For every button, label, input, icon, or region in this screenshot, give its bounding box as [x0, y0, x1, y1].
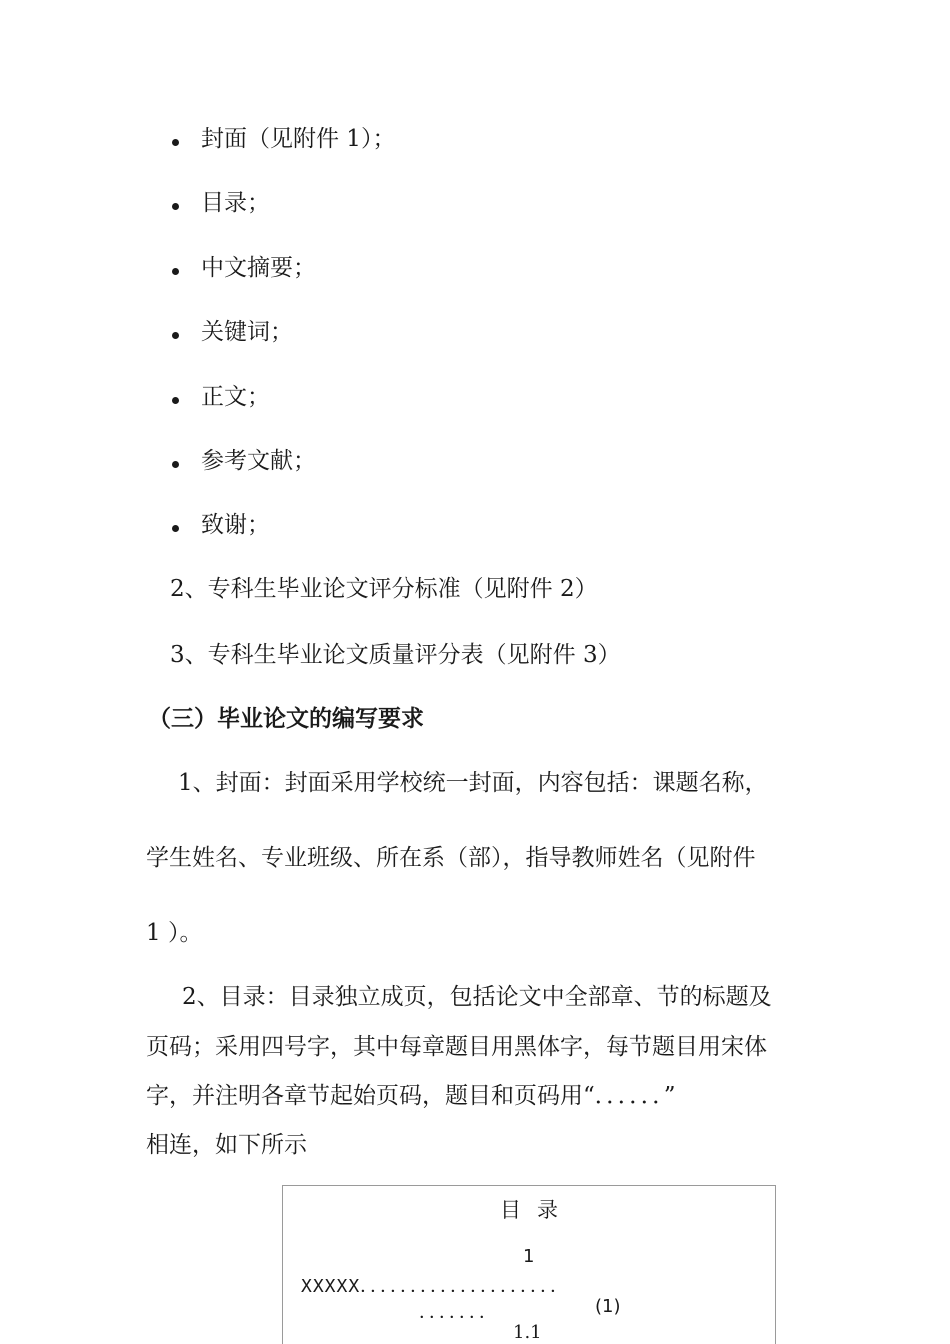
bullet-icon	[172, 332, 179, 339]
paragraph-line: 字，并注明各章节起始页码，题目和页码用“．．．．．．”	[146, 1083, 676, 1109]
bullet-icon	[172, 397, 179, 404]
paragraph-line: 1 ）。	[146, 920, 203, 946]
toc-chapter-page: (1)	[595, 1296, 621, 1317]
bullet-icon	[172, 461, 179, 468]
list-item-text: 正文；	[201, 384, 270, 410]
list-item	[172, 382, 270, 412]
bullet-icon	[172, 268, 179, 275]
paragraph-line: 1、封面：封面采用学校统一封面，内容包括：课题名称，	[178, 770, 768, 796]
list-item-text: 关键词；	[201, 319, 293, 345]
toc-chapter-label: XXXXX．．．．．．．．．．．．．．．．．．．．	[301, 1276, 570, 1297]
list-item	[172, 124, 395, 154]
list-item-text: 致谢；	[201, 512, 270, 538]
numbered-item-2: 2、专科生毕业论文评分标准（见附件 2）	[170, 576, 598, 602]
bullet-icon	[172, 525, 179, 532]
toc-chapter-number: 1	[523, 1246, 535, 1267]
list-item-text: 参考文献；	[201, 448, 316, 474]
toc-title: 目录	[500, 1198, 574, 1222]
toc-example-box	[282, 1185, 776, 1344]
toc-section-number: 1.1	[513, 1322, 542, 1343]
list-item	[172, 446, 316, 476]
paragraph-line: 相连，如下所示	[146, 1132, 307, 1158]
paragraph-line: 页码；采用四号字，其中每章题目用黑体字，每节题目用宋体	[146, 1034, 767, 1060]
list-item	[172, 510, 270, 540]
paragraph-line: 2、目录：目录独立成页，包括论文中全部章、节的标题及	[182, 984, 772, 1010]
bullet-icon	[172, 139, 179, 146]
section-heading: （三）毕业论文的编写要求	[148, 706, 424, 732]
paragraph-line: 学生姓名、专业班级、所在系（部），指导教师姓名（见附件	[146, 845, 756, 871]
list-item-text: 目录；	[201, 190, 270, 216]
list-item-text: 中文摘要；	[201, 255, 316, 281]
numbered-item-3: 3、专科生毕业论文质量评分表（见附件 3）	[170, 642, 621, 668]
list-item-text: 封面（见附件 1）；	[201, 126, 396, 152]
list-item	[172, 317, 293, 347]
list-item	[172, 188, 270, 218]
list-item	[172, 253, 316, 283]
bullet-icon	[172, 203, 179, 210]
toc-chapter-dots: ．．．．．．．	[419, 1302, 498, 1323]
